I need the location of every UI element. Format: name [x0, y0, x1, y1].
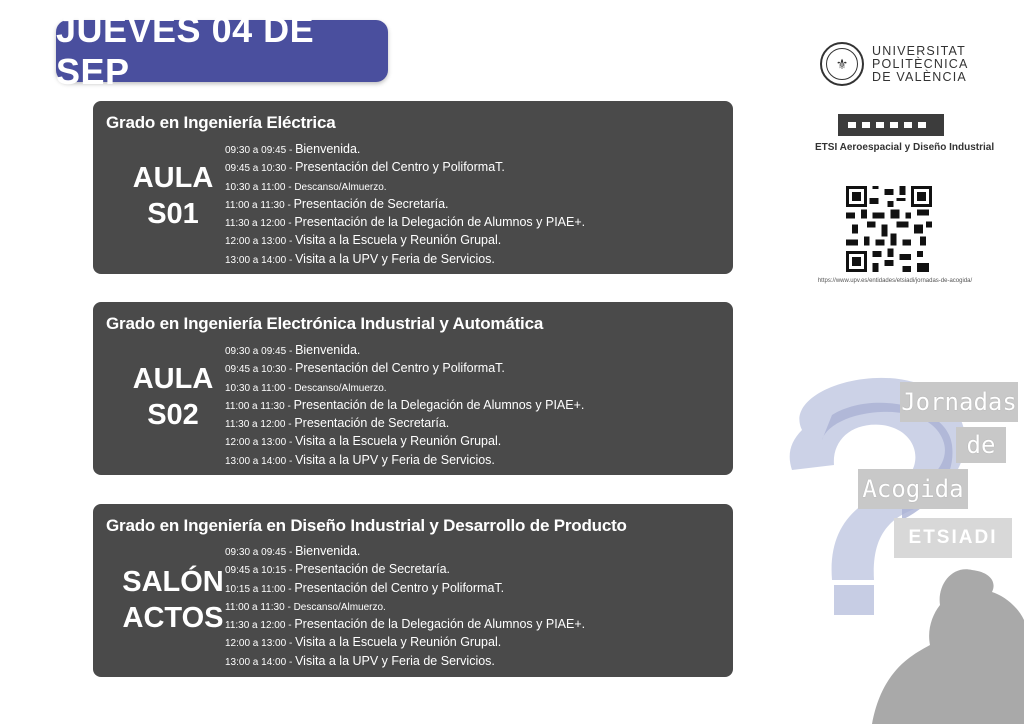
- item-time: 09:30 a 09:45 -: [225, 145, 296, 156]
- item-desc: Presentación del Centro y PoliformaT.: [295, 361, 505, 376]
- schedule-item: [225, 251, 585, 269]
- degree-title: Grado en Ingeniería Electrónica Industrial y Automática: [106, 314, 544, 333]
- qr-url-text: https://www.upv.es/entidades/etsiadi/jornadas-de-acogida/: [817, 278, 973, 284]
- schedule-list: [225, 342, 584, 470]
- item-desc: Descanso/Almuerzo.: [294, 181, 387, 193]
- item-desc: Presentación del Centro y PoliformaT.: [294, 580, 505, 595]
- item-desc: Descanso/Almuerzo.: [294, 382, 387, 394]
- item-time: 11:30 a 12:00 -: [225, 620, 295, 632]
- schedule-item: [225, 415, 584, 433]
- item-time: 13:00 a 14:00 -: [225, 656, 296, 668]
- upv-line1: UNIVERSITAT: [872, 43, 966, 58]
- item-desc: Presentación de la Delegación de Alumnos y PIAE+.: [293, 397, 585, 412]
- item-time: 09:30 a 09:45 -: [225, 346, 296, 357]
- item-desc: Visita a la Escuela y Reunión Grupal.: [295, 635, 502, 650]
- item-desc: Presentación de la Delegación de Alumnos y PIAE+.: [294, 617, 586, 632]
- school-name: ETSI Aeroespacial y Diseño Industrial: [815, 142, 995, 153]
- room-line2: S02: [147, 399, 199, 431]
- item-desc: Presentación de Secretaría.: [294, 416, 450, 431]
- item-desc: Presentación de la Delegación de Alumnos y PIAE+.: [294, 215, 586, 230]
- item-time: 12:00 a 13:00 -: [225, 236, 296, 248]
- schedule-item: [225, 360, 584, 378]
- schedule-item: [225, 580, 585, 598]
- schedule-item: [225, 634, 585, 652]
- item-desc: Visita a la Escuela y Reunión Grupal.: [295, 434, 502, 449]
- item-desc: Visita a la UPV y Feria de Servicios.: [295, 251, 495, 266]
- schedule-item: [225, 653, 585, 671]
- date-title: JUEVES 04 DE SEP: [56, 9, 315, 92]
- item-desc: Presentación de Secretaría.: [295, 562, 451, 577]
- schedule-item: [225, 543, 585, 561]
- schedule-item: [225, 196, 585, 214]
- item-desc: Presentación del Centro y PoliformaT.: [295, 160, 505, 175]
- item-desc: Bienvenida.: [295, 544, 361, 558]
- upv-line2: POLITÈCNICA: [872, 56, 969, 71]
- session-card-electronica: [93, 302, 733, 475]
- item-time: 11:00 a 11:30 -: [225, 199, 294, 211]
- schedule-item: [225, 232, 585, 250]
- room-line1: SALÓN: [122, 566, 224, 598]
- session-card-diseno: [93, 504, 733, 677]
- item-time: 10:15 a 11:00 -: [225, 583, 295, 595]
- item-desc: Visita a la Escuela y Reunión Grupal.: [295, 233, 502, 248]
- item-desc: Bienvenida.: [295, 142, 361, 156]
- schedule-item: [225, 433, 584, 451]
- item-desc: Descanso/Almuerzo.: [293, 601, 386, 613]
- decor-word-text: Acogida: [862, 475, 964, 503]
- schedule-item: [225, 561, 585, 579]
- etsi-building-icon: [838, 114, 944, 136]
- room-line2: ACTOS: [122, 602, 224, 634]
- qr-code-icon: [846, 186, 932, 272]
- room-line1: AULA: [132, 363, 214, 395]
- item-time: 10:30 a 11:00 -: [225, 382, 295, 394]
- item-time: 13:00 a 14:00 -: [225, 455, 296, 467]
- room-line1: AULA: [132, 162, 214, 194]
- item-time: 13:00 a 14:00 -: [225, 254, 296, 266]
- schedule-item: [225, 379, 584, 397]
- item-time: 09:30 a 09:45 -: [225, 547, 296, 558]
- item-time: 12:00 a 13:00 -: [225, 638, 296, 650]
- item-time: 09:45 a 10:30 -: [225, 364, 296, 376]
- item-time: 12:00 a 13:00 -: [225, 437, 296, 449]
- item-desc: Visita a la UPV y Feria de Servicios.: [295, 452, 495, 467]
- schedule-item: [225, 616, 585, 634]
- schedule-item: [225, 214, 585, 232]
- schedule-item: [225, 397, 584, 415]
- degree-title: Grado en Ingeniería en Diseño Industrial y Desarrollo de Producto: [106, 516, 627, 535]
- item-desc: Presentación de Secretaría.: [293, 196, 449, 211]
- upv-logo: [820, 42, 969, 86]
- decor-word-text: de: [966, 431, 996, 459]
- item-time: 09:45 a 10:30 -: [225, 163, 296, 175]
- etsiadi-tag-text: ETSIADI: [908, 527, 998, 548]
- session-card-electrica: [93, 101, 733, 274]
- degree-title: Grado en Ingeniería Eléctrica: [106, 113, 336, 132]
- schedule-item: [225, 598, 585, 616]
- upv-seal-icon: [820, 42, 864, 86]
- schedule-item: [225, 141, 585, 159]
- schedule-item: [225, 159, 585, 177]
- schedule-item: [225, 452, 584, 470]
- item-time: 11:30 a 12:00 -: [225, 419, 295, 431]
- item-desc: Bienvenida.: [295, 343, 361, 357]
- item-time: 10:30 a 11:00 -: [225, 181, 295, 193]
- right-sidebar: [790, 0, 1024, 724]
- upv-crest-icon: ⚜: [826, 48, 858, 80]
- schedule-item: [225, 178, 585, 196]
- date-banner: [56, 9, 388, 92]
- decor-word-text: Jornadas: [901, 388, 1017, 416]
- item-time: 11:30 a 12:00 -: [225, 218, 295, 230]
- upv-wordmark: [872, 45, 969, 84]
- item-time: 11:00 a 11:30 -: [225, 400, 294, 412]
- room-line2: S01: [147, 198, 199, 230]
- schedule-item: [225, 342, 584, 360]
- schedule-list: [225, 543, 585, 671]
- item-time: 09:45 a 10:15 -: [225, 565, 296, 577]
- item-time: 11:00 a 11:30 -: [225, 601, 294, 613]
- item-desc: Visita a la UPV y Feria de Servicios.: [295, 653, 495, 668]
- upv-line3: DE VALÈNCIA: [872, 69, 967, 84]
- schedule-list: [225, 141, 585, 269]
